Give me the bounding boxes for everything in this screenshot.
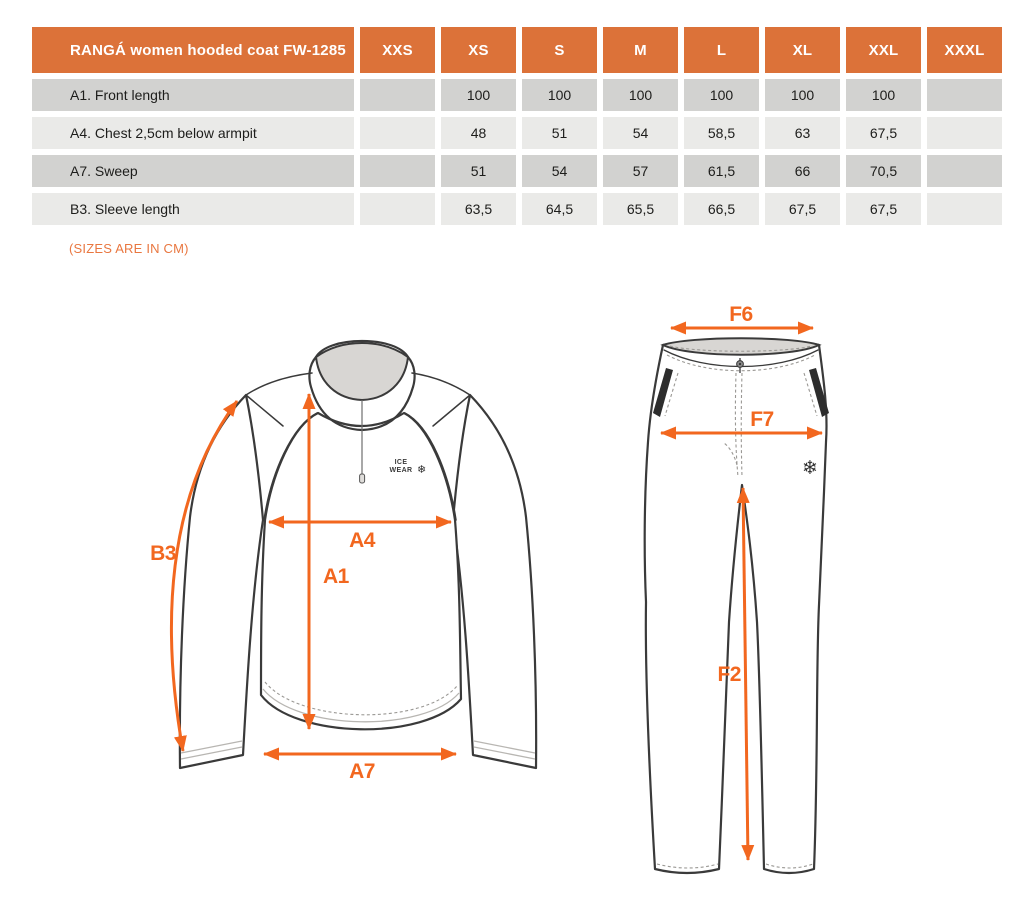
waist-button-center [739,363,741,365]
size-value-cell: 67,5 [846,117,921,149]
size-table [32,27,1002,225]
size-value-cell: 58,5 [684,117,759,149]
table-title: RANGÁ women hooded coat FW-1285 [32,27,354,73]
snowflake-icon: ❄ [417,463,427,476]
size-column-header: XXL [846,27,921,73]
size-value-cell [927,117,1002,149]
size-value-cell: 67,5 [765,193,840,225]
measurement-row-label: A1. Front length [32,79,354,111]
size-value-cell [927,193,1002,225]
pants-drawing [645,303,829,873]
size-value-cell: 100 [603,79,678,111]
jacket-drawing [150,341,536,783]
jacket-right-sleeve [453,395,536,768]
zipper-pull [360,474,365,483]
size-column-header: M [603,27,678,73]
size-value-cell: 57 [603,155,678,187]
brand-logo-line2: WEAR [389,467,413,474]
size-value-cell [927,79,1002,111]
measurement-row-label: A4. Chest 2,5cm below armpit [32,117,354,149]
size-column-header: XXXL [927,27,1002,73]
size-value-cell: 70,5 [846,155,921,187]
label-a4: A4 [349,529,375,552]
label-b3: B3 [150,542,176,565]
size-column-header: XL [765,27,840,73]
label-a7: A7 [349,760,375,783]
jacket-body [261,413,461,729]
size-value-cell: 100 [522,79,597,111]
size-value-cell: 51 [522,117,597,149]
brand-logo-line1: ICE [394,459,408,466]
measurement-row-label: B3. Sleeve length [32,193,354,225]
size-value-cell: 66,5 [684,193,759,225]
size-column-header: S [522,27,597,73]
size-value-cell: 63 [765,117,840,149]
size-value-cell: 48 [441,117,516,149]
snowflake-icon: ❄ [802,457,818,479]
size-value-cell: 100 [846,79,921,111]
size-value-cell: 54 [522,155,597,187]
units-note: (SIZES ARE IN CM) [69,241,189,256]
size-value-cell: 67,5 [846,193,921,225]
size-value-cell: 100 [684,79,759,111]
size-value-cell: 65,5 [603,193,678,225]
size-value-cell [927,155,1002,187]
size-column-header: L [684,27,759,73]
size-value-cell [360,117,435,149]
size-value-cell: 61,5 [684,155,759,187]
label-a1: A1 [323,565,349,588]
size-column-header: XXS [360,27,435,73]
left-shoulder-seam [246,373,312,395]
label-f7: F7 [750,408,774,431]
size-value-cell: 100 [441,79,516,111]
collar-interior [316,343,408,400]
size-value-cell: 54 [603,117,678,149]
size-value-cell: 64,5 [522,193,597,225]
label-f2: F2 [717,663,741,686]
arrow-f2-inseam [743,488,748,860]
right-shoulder-seam [412,373,470,395]
label-f6: F6 [729,303,753,326]
size-value-cell: 66 [765,155,840,187]
size-value-cell: 51 [441,155,516,187]
measurement-row-label: A7. Sweep [32,155,354,187]
size-value-cell [360,193,435,225]
jacket-left-sleeve [180,395,263,768]
size-value-cell [360,155,435,187]
size-column-header: XS [441,27,516,73]
size-value-cell: 63,5 [441,193,516,225]
size-value-cell: 100 [765,79,840,111]
size-value-cell [360,79,435,111]
